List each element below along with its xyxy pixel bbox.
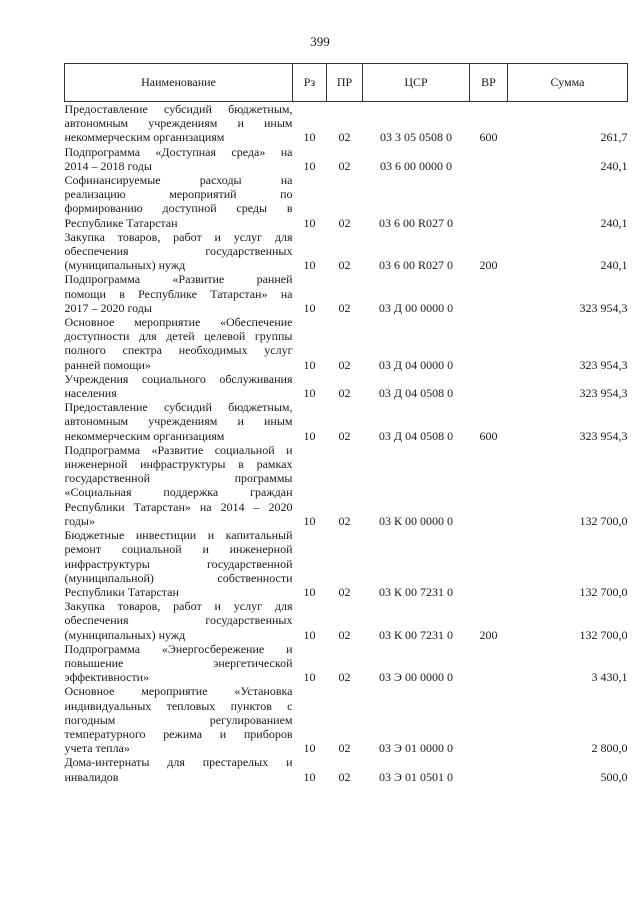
table-body	[65, 102, 628, 784]
row-name-line: населения	[64, 386, 117, 401]
row-vr	[470, 315, 508, 372]
header-pr: ПР	[327, 64, 363, 102]
table-row	[65, 642, 628, 685]
row-name-line: (муниципальных) нужд	[64, 627, 186, 642]
row-name-line: государственной программы	[64, 471, 293, 486]
row-sum: 323 954,3	[579, 386, 628, 401]
table-row	[65, 528, 628, 599]
row-csr: 03 Д 04 0508 0	[378, 386, 454, 401]
row-vr	[470, 443, 508, 528]
row-rz: 10	[303, 627, 316, 642]
row-name-line: обеспечения государственных	[64, 244, 293, 259]
row-csr: 03 Э 00 0000 0	[379, 670, 453, 685]
row-rz: 10	[303, 386, 316, 401]
table-row	[65, 145, 628, 173]
row-name-line: Бюджетные инвестиции и капитальный	[64, 528, 293, 543]
header-sum: Сумма	[508, 64, 628, 102]
row-rz: 10	[303, 258, 316, 273]
row-rz: 10	[303, 300, 316, 315]
row-name-line: Предоставление субсидий бюджетным,	[64, 102, 293, 116]
row-rz: 10	[303, 769, 316, 784]
row-csr: 03 К 00 7231 0	[378, 627, 453, 642]
row-name-line: полного спектра необходимых услуг	[64, 343, 293, 358]
row-name-line: повышение энергетической	[64, 655, 293, 670]
row-name-line: автономным учреждениям и иным	[64, 414, 293, 429]
row-name-line: Основное мероприятие «Обеспечение	[64, 315, 293, 330]
row-name-line: «Социальная поддержка граждан	[64, 485, 293, 500]
row-vr: 600	[479, 130, 498, 145]
row-name-line: ранней помощи»	[64, 357, 151, 372]
row-name-line: Софинансируемые расходы на	[64, 173, 293, 188]
row-name-line: ремонт социальной и инженерной	[64, 542, 293, 557]
row-name	[65, 443, 293, 528]
row-sum: 132 700,0	[579, 584, 628, 599]
row-name-line: Основное мероприятие «Установка	[64, 684, 293, 699]
row-name	[65, 315, 293, 372]
row-vr: 200	[479, 627, 498, 642]
row-name-line: эффективности»	[64, 670, 150, 685]
row-name-line: температурного режима и приборов	[64, 726, 293, 741]
row-csr: 03 6 00 R027 0	[378, 215, 453, 230]
row-csr: 03 6 00 0000 0	[380, 158, 452, 173]
row-name-line: доступности для детей целевой группы	[64, 329, 293, 344]
table-row	[65, 599, 628, 642]
row-name	[65, 684, 293, 755]
row-name-line: Подпрограмма «Развитие социальной и	[64, 442, 293, 457]
row-rz: 10	[303, 428, 316, 443]
row-name	[65, 755, 293, 783]
row-name-line: реализацию мероприятий по	[64, 187, 293, 202]
row-pr: 02	[338, 258, 351, 273]
row-vr	[470, 528, 508, 599]
row-name-line: некоммерческим организациям	[64, 130, 225, 145]
row-pr: 02	[338, 215, 351, 230]
row-sum: 240,1	[600, 158, 628, 173]
page-number: 399	[310, 34, 330, 49]
row-pr: 02	[338, 627, 351, 642]
row-rz: 10	[303, 130, 316, 145]
row-csr: 03 6 00 R027 0	[378, 258, 453, 273]
row-name-line: Подпрограмма «Развитие ранней	[64, 272, 293, 287]
row-rz: 10	[303, 741, 316, 756]
row-name-line: автономным учреждениям и иным	[64, 116, 293, 131]
row-pr: 02	[338, 741, 351, 756]
row-name-line: Республики Татарстан» на 2014 – 2020	[64, 499, 293, 514]
row-csr: 03 К 00 7231 0	[378, 584, 453, 599]
row-vr	[470, 372, 508, 400]
row-sum: 500,0	[600, 769, 628, 784]
row-name	[65, 400, 293, 443]
row-vr	[470, 173, 508, 230]
row-name-line: (муниципальных) нужд	[64, 258, 186, 273]
row-vr	[470, 642, 508, 685]
table-row	[65, 102, 628, 145]
table-row	[65, 272, 628, 315]
row-name-line: 2014 – 2018 годы	[64, 158, 152, 173]
row-name-line: (муниципальной) собственности	[64, 570, 293, 585]
row-name-line: учета тепла»	[64, 741, 130, 756]
table-row	[65, 684, 628, 755]
table-row	[65, 230, 628, 273]
row-name-line: инфраструктуры государственной	[64, 556, 293, 571]
row-csr: 03 Э 01 0000 0	[379, 741, 453, 756]
row-name-line: обеспечения государственных	[64, 613, 293, 628]
row-pr: 02	[338, 584, 351, 599]
row-name-line: Закупка товаров, работ и услуг для	[64, 229, 293, 244]
row-name-line: Республики Татарстан	[64, 584, 179, 599]
row-rz: 10	[303, 670, 316, 685]
row-sum: 323 954,3	[579, 357, 628, 372]
row-name-line: Подпрограмма «Доступная среда» на	[64, 144, 293, 159]
row-name-line: 2017 – 2020 годы	[64, 300, 152, 315]
row-name-line: индивидуальных тепловых пунктов с	[64, 698, 293, 713]
table-row	[65, 400, 628, 443]
row-rz: 10	[303, 158, 316, 173]
row-pr: 02	[338, 300, 351, 315]
budget-table	[64, 63, 628, 784]
row-name	[65, 528, 293, 599]
row-rz: 10	[303, 357, 316, 372]
table-row	[65, 443, 628, 528]
row-sum: 240,1	[600, 258, 628, 273]
row-name	[65, 599, 293, 642]
row-vr: 600	[479, 428, 498, 443]
row-csr: 03 Э 01 0501 0	[379, 769, 453, 784]
row-pr: 02	[338, 130, 351, 145]
row-name-line: годы»	[64, 513, 95, 528]
row-vr	[470, 755, 508, 783]
row-csr: 03 3 05 0508 0	[380, 130, 452, 145]
row-name	[65, 642, 293, 685]
table-row	[65, 372, 628, 400]
row-csr: 03 К 00 0000 0	[378, 513, 453, 528]
row-pr: 02	[338, 386, 351, 401]
table-row	[65, 755, 628, 783]
row-name-line: Подпрограмма «Энергосбережение и	[64, 641, 293, 656]
row-sum: 240,1	[600, 215, 628, 230]
row-sum: 261,7	[600, 130, 628, 145]
row-sum: 2 800,0	[591, 741, 628, 756]
row-name	[65, 173, 293, 230]
row-name-line: Учреждения социального обслуживания	[64, 371, 293, 386]
row-csr: 03 Д 04 0508 0	[378, 428, 454, 443]
row-sum: 323 954,3	[579, 428, 628, 443]
row-pr: 02	[338, 513, 351, 528]
row-name-line: помощи в Республике Татарстан» на	[64, 286, 293, 301]
row-name-line: Предоставление субсидий бюджетным,	[64, 400, 293, 415]
header-vr: ВР	[470, 64, 508, 102]
header-csr: ЦСР	[363, 64, 470, 102]
row-name-line: Республике Татарстан	[64, 215, 178, 230]
row-pr: 02	[338, 769, 351, 784]
row-pr: 02	[338, 428, 351, 443]
row-csr: 03 Д 00 0000 0	[378, 300, 454, 315]
row-vr	[470, 684, 508, 755]
row-sum: 132 700,0	[579, 513, 628, 528]
row-name-line: инженерной инфраструктуры в рамках	[64, 457, 293, 472]
row-sum: 3 430,1	[591, 670, 628, 685]
row-name-line: некоммерческим организациям	[64, 428, 225, 443]
row-name	[65, 372, 293, 400]
header-rz: Рз	[293, 64, 327, 102]
row-rz: 10	[303, 215, 316, 230]
row-rz: 10	[303, 513, 316, 528]
row-name-line: погодным регулированием	[64, 712, 293, 727]
row-name	[65, 102, 293, 145]
table-row	[65, 315, 628, 372]
row-sum: 132 700,0	[579, 627, 628, 642]
row-csr: 03 Д 04 0000 0	[378, 357, 454, 372]
row-name	[65, 272, 293, 315]
row-name-line: Дома-интернаты для престарелых и	[64, 755, 293, 770]
row-name	[65, 145, 293, 173]
row-pr: 02	[338, 357, 351, 372]
row-pr: 02	[338, 670, 351, 685]
header-name: Наименование	[65, 64, 293, 102]
table-header-row	[65, 64, 628, 102]
row-pr: 02	[338, 158, 351, 173]
table-row	[65, 173, 628, 230]
row-name-line: Закупка товаров, работ и услуг для	[64, 599, 293, 614]
row-name-line: инвалидов	[64, 769, 119, 784]
row-name-line: формированию доступной среды в	[64, 201, 293, 216]
row-rz: 10	[303, 584, 316, 599]
row-vr	[470, 145, 508, 173]
row-sum: 323 954,3	[579, 300, 628, 315]
row-vr	[470, 272, 508, 315]
row-vr: 200	[479, 258, 498, 273]
row-name	[65, 230, 293, 273]
